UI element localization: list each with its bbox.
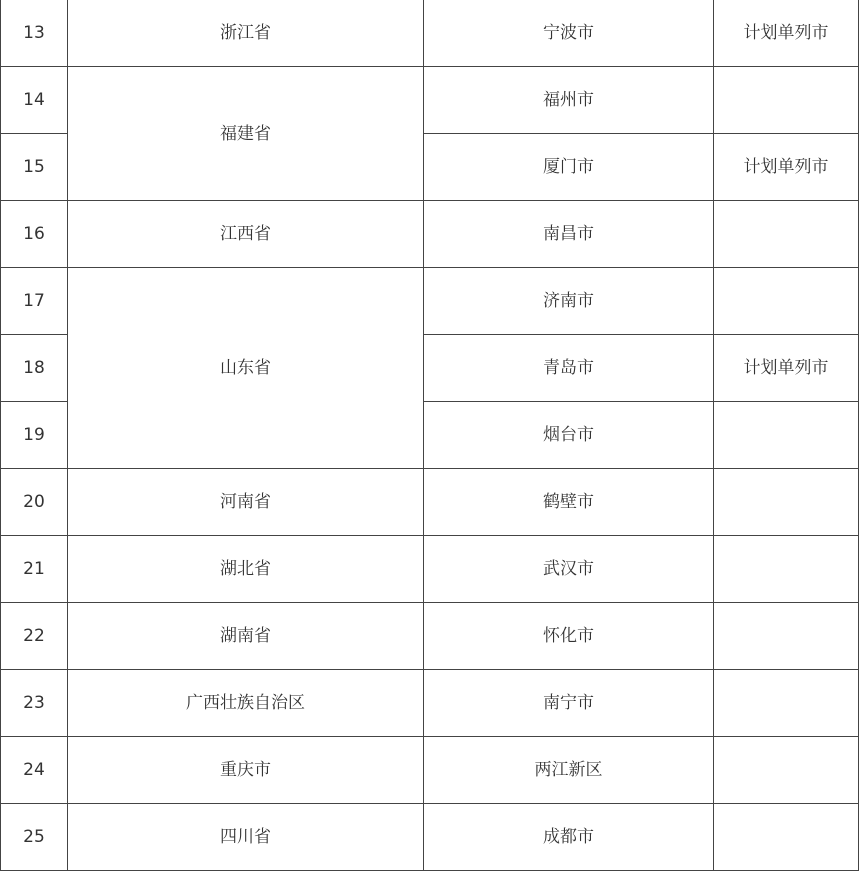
table-row — [1, 804, 859, 871]
note-cell — [714, 536, 859, 603]
city-cell: 宁波市 — [424, 0, 714, 67]
city-cell: 青岛市 — [424, 335, 714, 402]
province-cell: 浙江省 — [68, 0, 424, 67]
table-row — [1, 469, 859, 536]
note-cell — [714, 804, 859, 871]
note-cell — [714, 67, 859, 134]
table-row — [1, 670, 859, 737]
row-number: 17 — [1, 268, 68, 335]
row-number: 23 — [1, 670, 68, 737]
note-cell — [714, 469, 859, 536]
city-cell: 烟台市 — [424, 402, 714, 469]
province-cell: 福建省 — [68, 67, 424, 201]
table-row — [1, 201, 859, 268]
row-number: 18 — [1, 335, 68, 402]
table-row — [1, 603, 859, 670]
city-cell: 武汉市 — [424, 536, 714, 603]
city-cell: 鹤壁市 — [424, 469, 714, 536]
province-cell: 江西省 — [68, 201, 424, 268]
province-cell: 山东省 — [68, 268, 424, 469]
city-cell: 福州市 — [424, 67, 714, 134]
province-cell: 广西壮族自治区 — [68, 670, 424, 737]
city-cell: 南宁市 — [424, 670, 714, 737]
row-number: 20 — [1, 469, 68, 536]
province-cell: 湖北省 — [68, 536, 424, 603]
row-number: 21 — [1, 536, 68, 603]
note-cell — [714, 402, 859, 469]
city-cell: 成都市 — [424, 804, 714, 871]
note-cell — [714, 268, 859, 335]
note-cell: 计划单列市 — [714, 0, 859, 67]
row-number: 14 — [1, 67, 68, 134]
row-number: 25 — [1, 804, 68, 871]
table-row — [1, 536, 859, 603]
city-cell: 南昌市 — [424, 201, 714, 268]
table-row — [1, 0, 859, 67]
province-cell: 河南省 — [68, 469, 424, 536]
province-cell: 四川省 — [68, 804, 424, 871]
province-cell: 重庆市 — [68, 737, 424, 804]
note-cell — [714, 737, 859, 804]
note-cell — [714, 201, 859, 268]
table-row — [1, 67, 859, 134]
row-number: 24 — [1, 737, 68, 804]
city-cell: 两江新区 — [424, 737, 714, 804]
row-number: 19 — [1, 402, 68, 469]
province-cell: 湖南省 — [68, 603, 424, 670]
note-cell: 计划单列市 — [714, 335, 859, 402]
row-number: 15 — [1, 134, 68, 201]
note-cell — [714, 603, 859, 670]
city-cell: 怀化市 — [424, 603, 714, 670]
row-number: 22 — [1, 603, 68, 670]
row-number: 16 — [1, 201, 68, 268]
note-cell: 计划单列市 — [714, 134, 859, 201]
row-number: 13 — [1, 0, 68, 67]
city-cell: 济南市 — [424, 268, 714, 335]
city-cell: 厦门市 — [424, 134, 714, 201]
note-cell — [714, 670, 859, 737]
table-row — [1, 268, 859, 335]
table-row — [1, 737, 859, 804]
